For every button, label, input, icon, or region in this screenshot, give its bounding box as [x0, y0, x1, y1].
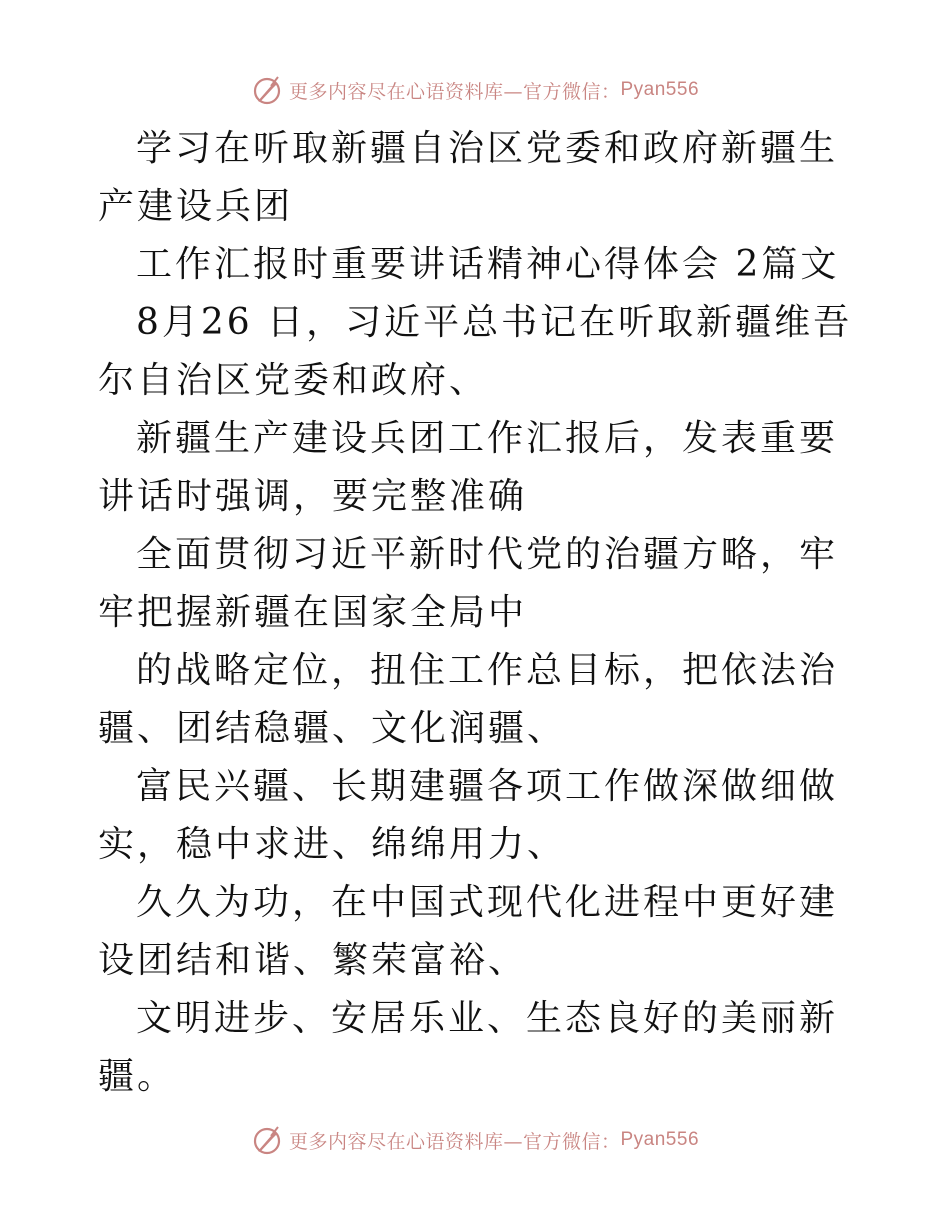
- header-watermark: [0, 70, 950, 110]
- quill-pen-seal-icon: [251, 74, 283, 106]
- paragraph-body-5: 富民兴疆、长期建疆各项工作做深做细做实，稳中求进、绵绵用力、: [98, 766, 839, 865]
- watermark-wechat-id: Pyan556: [620, 79, 700, 100]
- document-body: [98, 120, 858, 1106]
- footer-watermark: [0, 1120, 950, 1160]
- paragraph-body-2: 新疆生产建设兵团工作汇报后，发表重要讲话时强调，要完整准确: [98, 418, 839, 517]
- watermark-text: 更多内容尽在心语资料库—官方微信：: [288, 1130, 621, 1153]
- paragraph-body-7: 文明进步、安居乐业、生态良好的美丽新疆。: [98, 998, 839, 1097]
- paragraph-title-line-2: 工作汇报时重要讲话精神心得体会 2篇文: [136, 244, 840, 285]
- paragraph-body-3: 全面贯彻习近平新时代党的治疆方略，牢牢把握新疆在国家全局中: [98, 534, 839, 633]
- watermark-wechat-id: Pyan556: [620, 1129, 700, 1150]
- paragraph-title-line-1: 学习在听取新疆自治区党委和政府新疆生产建设兵团: [98, 128, 839, 227]
- quill-pen-seal-icon: [251, 1124, 283, 1156]
- watermark-text: 更多内容尽在心语资料库—官方微信：: [288, 80, 621, 103]
- paragraph-body-1: 8月26 日，习近平总书记在听取新疆维吾尔自治区党委和政府、: [98, 302, 853, 401]
- paragraph-body-6: 久久为功，在中国式现代化进程中更好建设团结和谐、繁荣富裕、: [98, 882, 839, 981]
- paragraph-body-4: 的战略定位，扭住工作总目标，把依法治疆、团结稳疆、文化润疆、: [98, 650, 839, 749]
